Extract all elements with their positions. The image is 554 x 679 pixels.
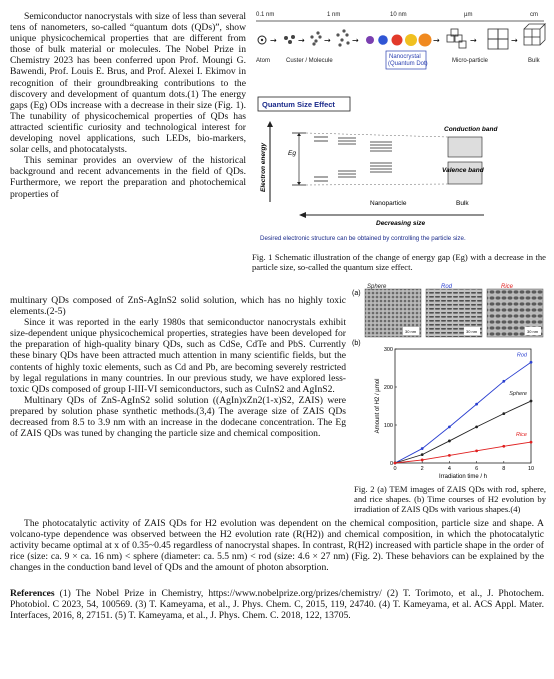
fig2-panel-a: (a) <box>352 290 361 297</box>
scale-bar-3: 30 nm <box>527 329 539 334</box>
tem-images <box>365 284 543 337</box>
label-quantum-dot: (Quantum Dot) <box>388 61 428 67</box>
figure-1-schematic <box>252 7 548 247</box>
scale-label-cm: cm <box>530 12 538 18</box>
x-tick-label: 10 <box>527 466 535 472</box>
y-tick-label: 0 <box>389 461 393 467</box>
qse-title: Quantum Size Effect <box>262 100 335 109</box>
history-text: Since it was reported in the early 1980s that semiconductor nanocrystals exhibit size-dependent unique physicochemical properties, strategies have been developed for the preparation of high-quality binary QDs, such as CdSe, CdTe and PbS. Currently these binary QDs have been attracted much attention in many scientific fields, but the contents of highly toxic elements, such as Cd and Pb, are becoming severely restricted by legal regulations in many countries. In our previous study, we have explored less-toxic QDs composed of group I-III-VI semiconductors, such as CuInS2 and AgInS2. <box>10 317 346 395</box>
conduction-band-label: Conduction band <box>444 126 498 133</box>
plot-frame <box>395 349 531 463</box>
tem-label-rod: Rod <box>441 284 453 290</box>
data-point-sphere <box>475 426 478 429</box>
overview-continuation <box>10 295 346 439</box>
scale-label-um: µm <box>464 12 473 18</box>
data-point-rice <box>502 445 505 448</box>
svg-text:→: → <box>324 36 331 45</box>
series-line-rod <box>395 362 531 463</box>
data-point-rod <box>448 426 451 429</box>
intro-text: Semiconductor nanocrystals with size of less than several tens of nanometers, so-called “quantum dots (QDs)”, show unique physicochemical properties that are different from those of bulk material or molecules. The Nobel Prize in Chemistry 2023 has been conferred upon Prof. Moungi G. Bawendi, Prof. Louis E. Brus, and Prof. Alexei I. Ekimov in recognition of their groundbreaking contributions to the discovery and development of quantum dots.(1) The energy gaps (Eg) ODs increase with a decrease in their size (Fig. 1). The tunability of physicochemical properties of QDs has attracted scientific curiosity and technological interest for developing novel applications, such LEDs, bio-markers, solar cells, and photocatalysts. <box>10 11 246 156</box>
figure-2-caption: Fig. 2 (a) TEM images of ZAIS QDs with rod, sphere, and rice shapes. (b) Time courses of H2 evolution by irradiation of ZAIS QDs with various shapes.(4) <box>354 484 546 515</box>
nanoparticle-label: Nanoparticle <box>370 200 407 207</box>
scale-label-10nm: 10 nm <box>390 12 407 18</box>
zais-text: Multinary QDs of ZnS-AgInS2 solid solution ((AgIn)xZn2(1-x)S2, ZAIS) were prepared by solution phase synthetic methods.(3,4) The average size of ZAIS QDs decreased from 8.5 to 3.9 nm with an increase in the dodecane concentration. The Eg of ZAIS QDs was tuned by changing the particle size and chemical composition. <box>10 394 346 440</box>
references <box>10 588 544 621</box>
scale-label-1nm: 1 nm <box>327 12 341 18</box>
data-point-rice <box>475 449 478 452</box>
label-atom: Atom <box>256 58 271 64</box>
data-point-sphere <box>502 412 505 415</box>
data-point-sphere <box>448 440 451 443</box>
label-nanocrystal: Nanocrystal <box>389 54 421 60</box>
data-point-rice <box>530 441 533 444</box>
references-heading: References <box>10 588 55 599</box>
photocatalysis-paragraph <box>10 518 544 573</box>
x-axis-label: Irradiation time / h <box>438 474 488 480</box>
figure-2 <box>351 283 546 483</box>
scale-label-01nm: 0.1 nm <box>256 12 275 18</box>
data-point-rod <box>530 361 533 364</box>
intro-paragraph <box>10 11 246 200</box>
data-point-rice <box>448 454 451 457</box>
figure-1-caption: Fig. 1 Schematic illustration of the change of energy gap (Eg) with a decrease in the particle size, so-called the quantum size effect. <box>252 252 546 273</box>
svg-text:→: → <box>433 36 440 45</box>
h2-evolution-chart <box>375 347 534 480</box>
svg-text:→: → <box>352 36 359 45</box>
tem-label-rice: Rice <box>501 284 514 290</box>
scale-bar-1: 30 nm <box>405 329 417 334</box>
data-point-rod <box>421 447 424 450</box>
svg-text:→: → <box>270 36 277 45</box>
y-tick-label: 200 <box>383 385 393 391</box>
data-point-sphere <box>530 400 533 403</box>
y-tick-label: 300 <box>383 347 393 353</box>
bulk-level-label: Bulk <box>456 200 469 207</box>
tem-label-sphere: Sphere <box>367 284 387 290</box>
svg-text:→: → <box>470 36 477 45</box>
energy-axis-label: Electron energy <box>260 142 267 192</box>
data-point-sphere <box>421 453 424 456</box>
svg-text:→: → <box>511 36 518 45</box>
data-point-rod <box>502 380 505 383</box>
eg-label: Eg <box>288 150 296 157</box>
particle-row <box>258 24 545 49</box>
x-tick-label: 0 <box>393 466 397 472</box>
series-label-sphere: Sphere <box>509 391 527 398</box>
scale-bar-2: 30 nm <box>466 329 478 334</box>
label-cluster: Custer / Molecule <box>286 58 333 64</box>
fig2-panel-b: (b) <box>352 340 361 347</box>
overview-text: multinary QDs composed of ZnS-AgInS2 solid solution, which has no highly toxic elements.(2-5) <box>10 295 346 318</box>
label-microparticle: Micro-particle <box>452 58 489 64</box>
svg-text:→: → <box>298 36 305 45</box>
series-line-sphere <box>395 401 531 463</box>
series-label-rice: Rice <box>515 432 527 439</box>
data-point-rice <box>421 459 424 462</box>
x-tick-label: 8 <box>502 466 506 472</box>
references-body: (1) The Nobel Prize in Chemistry, https://www.nobelprize.org/prizes/chemistry/ (2) T. Torimoto, et al., J. Photochem. Photobiol. C 2023, 54, 100569. (3) T. Kameyama, et al., J. Phys. Chem. C, 2015, 119, 24740. (4) T. Kameyama, et al. ACS Appl. Mater. Interfaces, 2016, 8, 27151. (5) T. Kameyama, et al., J. Phys. Chem. C. 2018, 122, 13705. <box>10 588 544 622</box>
x-tick-label: 4 <box>447 466 451 472</box>
x-tick-label: 2 <box>420 466 424 472</box>
photocatalysis-text: The photocatalytic activity of ZAIS QDs for H2 evolution was dependent on the chemical composition, particle size and shape. A volcano-type dependence was observed between the H2 evolution rate (R(H2)) and chemical composition, in which the photocatalytic activity became optimal at x of 0.35~0.45 regardless of nanocrystal shapes. In contrast, R(H2) increased with particle shape in the order of rice (size: ca. 9 × ca. 16 nm) < sphere (diameter: ca. 5.5 nm) < rod (size: 4.6 × 27 nm) (Fig. 2). These behaviors can be explained by the changes in the conduction band level of QDs and the amount of photon absorption. <box>10 518 544 574</box>
y-tick-label: 100 <box>383 423 393 429</box>
fig1-footnote: Desired electronic structure can be obtained by controlling the particle size. <box>260 235 466 242</box>
data-point-rod <box>475 403 478 406</box>
seminar-text: This seminar provides an overview of the historical background and recent advancements in the field of QDs. Furthermore, we report the preparation and photochemical properties of <box>10 155 246 200</box>
decreasing-size-label: Decreasing size <box>376 220 426 227</box>
series-label-rod: Rod <box>516 352 527 359</box>
y-axis-label: Amount of H2 / µmol <box>375 378 381 434</box>
label-bulk: Bulk <box>528 58 540 64</box>
x-tick-label: 6 <box>475 466 479 472</box>
data-point-rice <box>394 462 397 465</box>
valence-band-label: Valence band <box>442 167 484 174</box>
